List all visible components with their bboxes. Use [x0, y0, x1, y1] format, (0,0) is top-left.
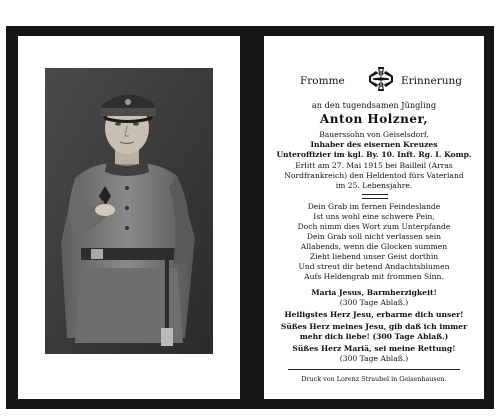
poem-line: Ist uns wohl eine schwere Pein, — [313, 212, 435, 221]
header-left: Fromme — [300, 75, 345, 87]
prayer-line: Heiligstes Herz Jesu, erbarme dich unser! — [284, 310, 464, 319]
detail-line: im 25. Lebensjahre. — [335, 181, 413, 190]
poem-line: Dein Grab soll nicht verlassen sein — [306, 232, 442, 241]
detail-line: Inhaber des eisernen Kreuzes — [310, 140, 438, 149]
detail-line: Erlitt am 27. Mai 1915 bei Bailleil (Arras — [295, 161, 453, 170]
prayer-line: Maria Jesus, Barmherzigkeit! — [311, 288, 437, 297]
prayer-line: mehr dich liebe! (300 Tage Ablaß.) — [299, 332, 449, 341]
memorial-card — [6, 26, 494, 409]
detail-line: Bauerssohn von Geiselsdorf, — [319, 130, 429, 139]
footer-rule — [288, 369, 460, 370]
poem-line: Zieht liebend unser Geist dorthin — [309, 252, 439, 261]
prayer-line: (300 Tage Ablaß.) — [339, 354, 409, 363]
soldier-photo — [45, 68, 213, 354]
soldier-portrait-image — [45, 68, 213, 354]
ornament-divider — [362, 194, 388, 199]
left-panel — [18, 36, 240, 399]
intro-line: an den tugendsamen Jüngling — [311, 100, 437, 110]
deceased-name: Anton Holzner, — [319, 112, 429, 126]
poem-line: Aufs Heldengrab mit frommen Sinn. — [304, 272, 444, 281]
poem-line: Dein Grab im fernen Feindeslande — [307, 202, 441, 211]
iron-cross-icon — [368, 66, 394, 92]
detail-line: Nordfrankreich) den Heldentod fürs Vaterland — [284, 171, 464, 180]
poem-line: Und streut dir betend Andachtsblumen — [298, 262, 450, 271]
right-panel — [264, 36, 484, 399]
header-right: Erinnerung — [400, 75, 462, 87]
prayer-line: (300 Tage Ablaß.) — [339, 298, 409, 307]
poem-line: Doch nimm dies Wort zum Unterpfande — [297, 222, 451, 231]
detail-line: Unteroffizier im kgl. By. 10. Inft. Rg. I. Komp. — [276, 150, 472, 159]
memorial-text — [264, 36, 484, 399]
prayer-line: Süßes Herz Mariä, sei meine Rettung! — [292, 344, 456, 353]
printer-credit: Druck von Lorenz Straubel in Geisenhausen. — [301, 375, 447, 383]
poem-line: Allabends, wenn die Glocken summen — [300, 242, 448, 251]
prayer-line: Süßes Herz meines Jesu, gib daß ich immer — [280, 322, 468, 331]
